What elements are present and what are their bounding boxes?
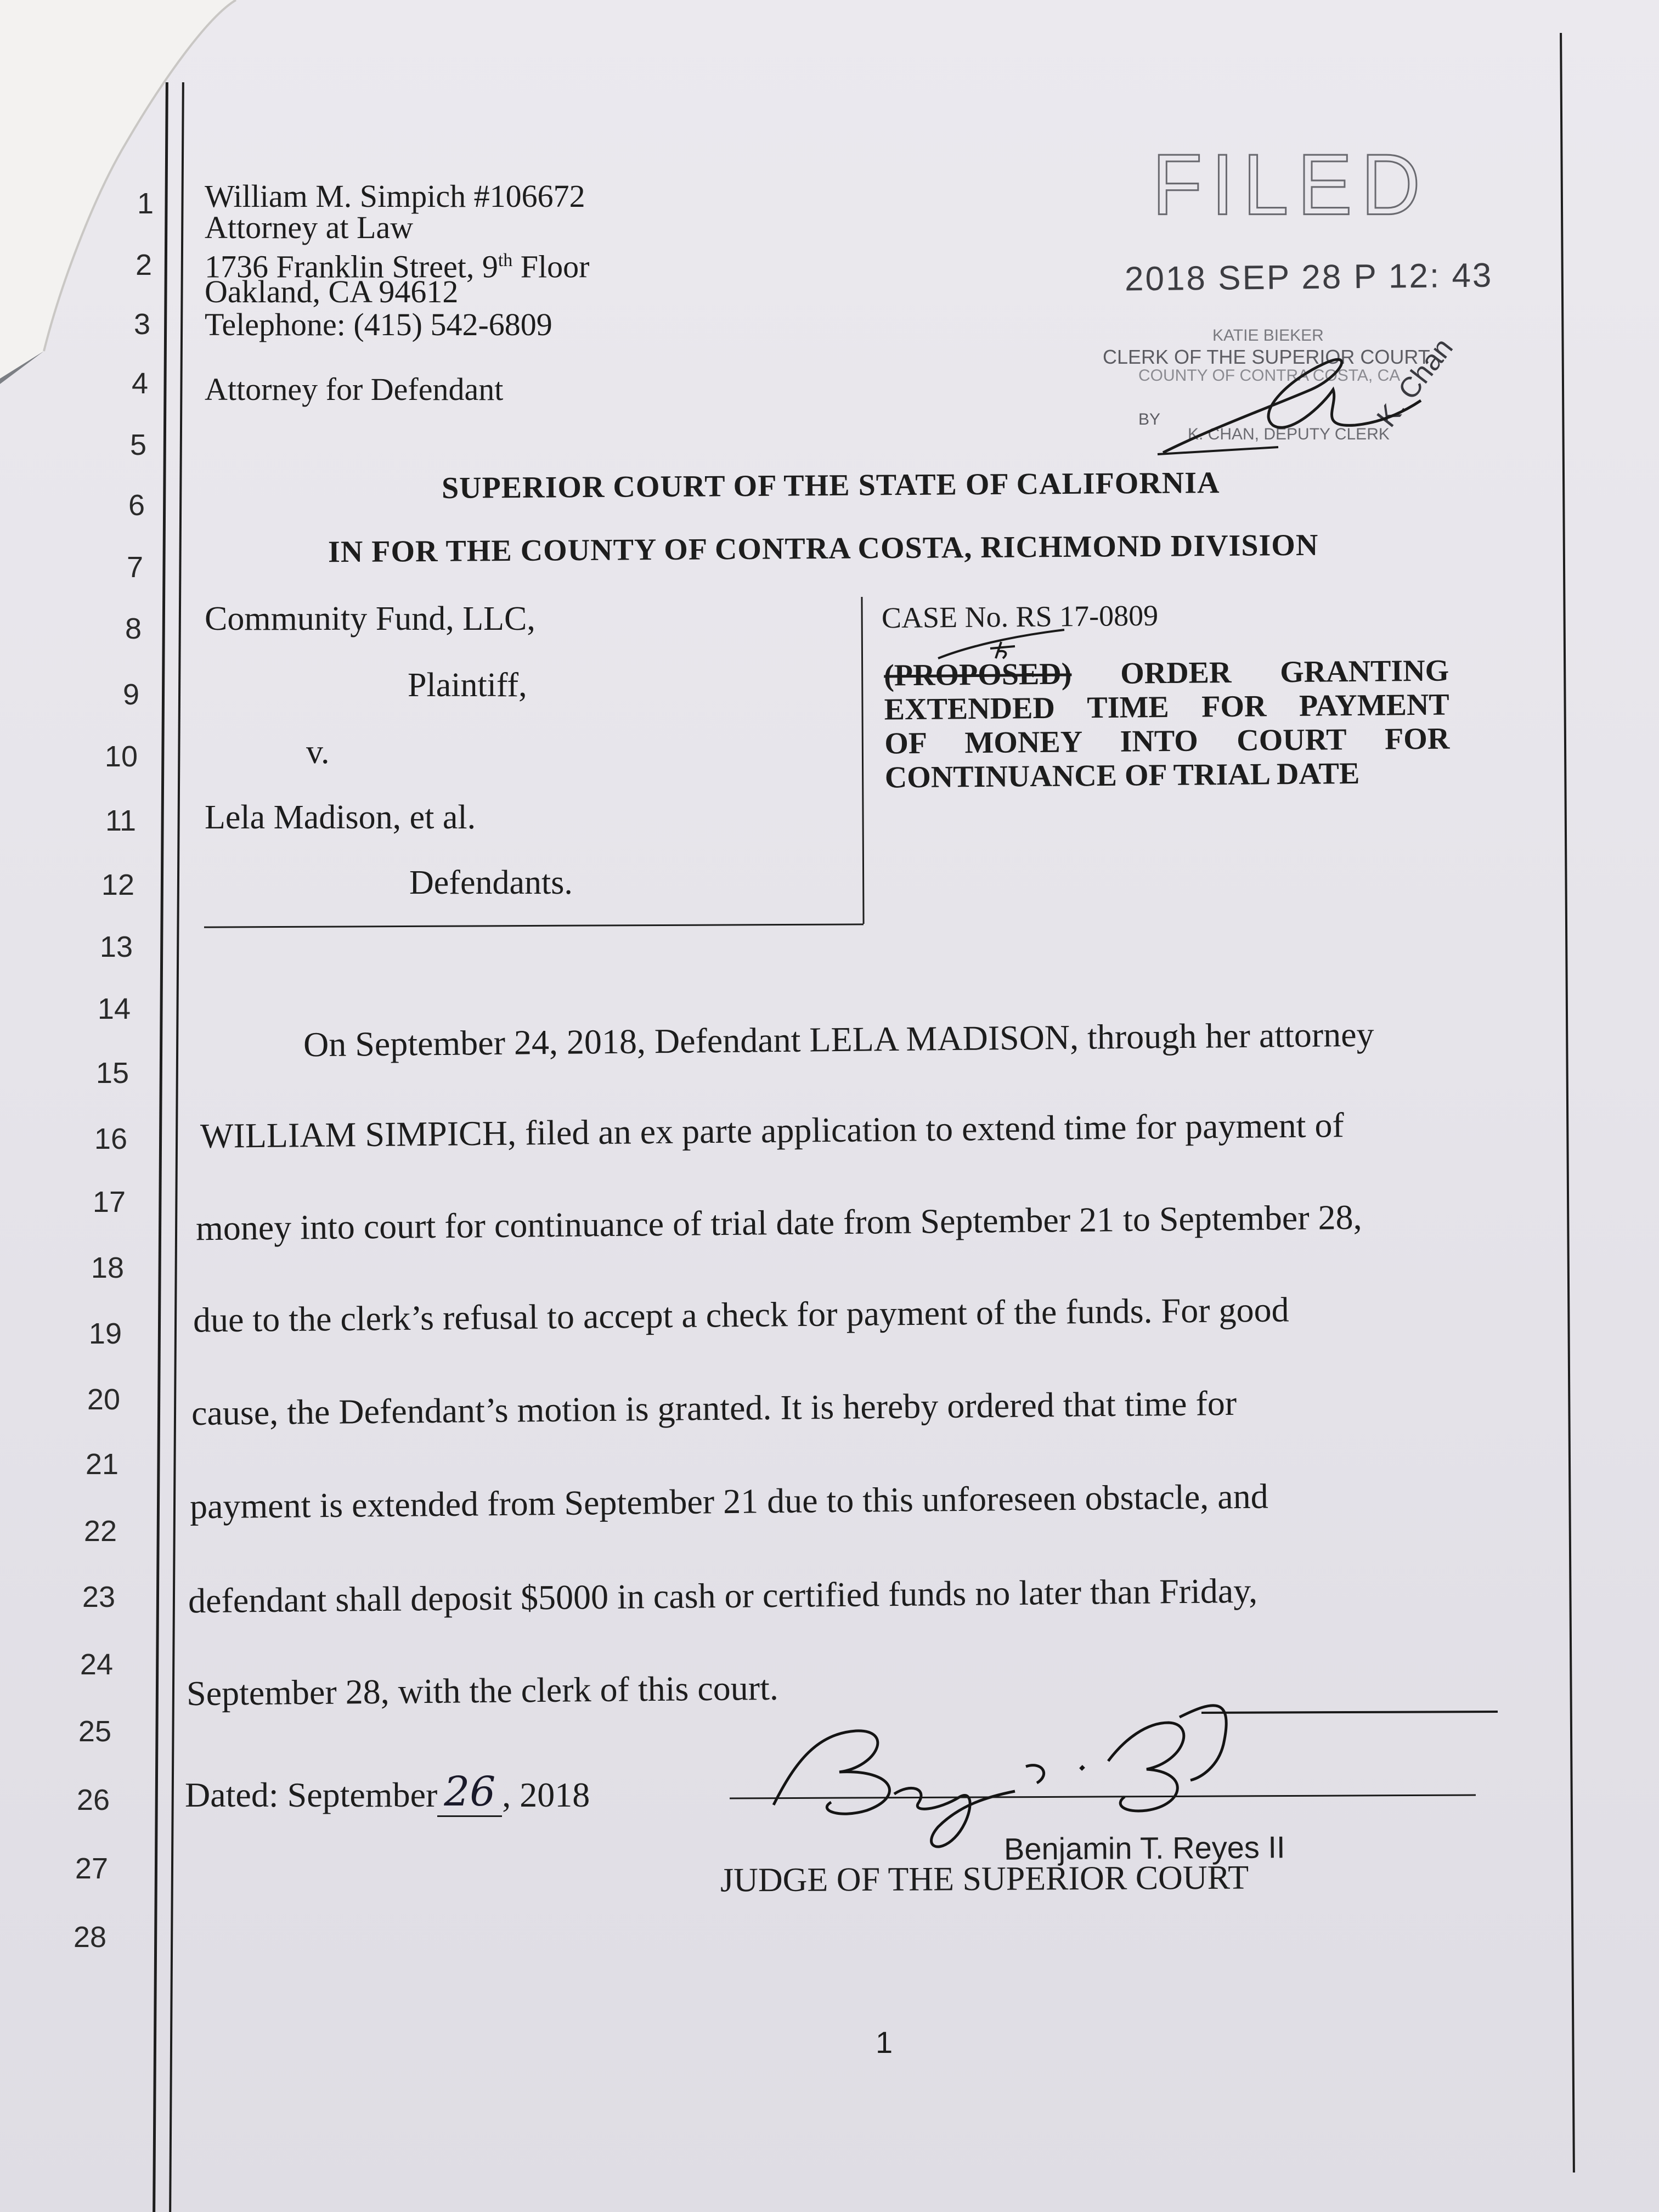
body-line-8: September 28, with the clerk of this court. (186, 1668, 779, 1713)
dated-line (185, 1769, 590, 1818)
line-number: 8 (125, 612, 142, 645)
body-line-1: On September 24, 2018, Defendant LELA MADISON, through her attorney (303, 1014, 1374, 1064)
order-title (884, 654, 1450, 795)
line-number: 1 (137, 187, 154, 220)
body-line-2: WILLIAM SIMPICH, filed an ex parte application to extend time for payment of (200, 1105, 1345, 1156)
line-number: 7 (126, 551, 143, 584)
street-sup: th (498, 250, 513, 270)
line-number: 10 (104, 740, 138, 773)
body-line-7: defendant shall deposit $5000 in cash or certified funds no later than Friday, (188, 1571, 1258, 1621)
order-title-2: EXTENDED TIME FOR PAYMENT (884, 687, 1449, 727)
line-number: 5 (129, 428, 146, 461)
plaintiff-role: Plaintiff, (408, 667, 527, 704)
attorney-title: Attorney at Law (205, 210, 414, 245)
case-number: CASE No. RS 17-0809 (881, 599, 1159, 635)
deputy-clerk-line: K. CHAN, DEPUTY CLERK (1188, 425, 1390, 443)
clerk-county-line: COUNTY OF CONTRA COSTA, CA (1138, 366, 1401, 385)
defendant-role: Defendants. (409, 864, 573, 901)
caption-bottom-rule (204, 923, 864, 928)
order-title-3: OF MONEY INTO COURT FOR (884, 721, 1450, 761)
body-line-4: due to the clerk’s refusal to accept a check for payment of the funds. For good (193, 1290, 1289, 1340)
dated-year: , 2018 (502, 1775, 590, 1814)
judge-printed-name: Benjamin T. Reyes II (1003, 1830, 1285, 1866)
court-county: IN FOR THE COUNTY OF CONTRA COSTA, RICHMOND DIVISION (328, 528, 1319, 569)
line-number: 16 (94, 1122, 127, 1155)
deputy-initials: K. Chan (1370, 332, 1459, 433)
left-margin-rule-outer (153, 82, 168, 2212)
deputy-signature (1147, 329, 1443, 461)
body-line-5: cause, the Defendant’s motion is granted. It is hereby ordered that time for (191, 1383, 1237, 1433)
line-number: 15 (95, 1057, 129, 1090)
line-number: 28 (73, 1921, 106, 1954)
caption-vertical-rule (861, 597, 864, 924)
plaintiff-name: Community Fund, LLC, (205, 600, 535, 637)
line-number: 6 (128, 489, 145, 522)
line-number: 11 (105, 804, 136, 837)
line-number: 12 (101, 868, 134, 901)
line-number: 17 (92, 1186, 126, 1218)
line-number: 2 (135, 249, 152, 281)
dated-day (437, 1768, 502, 1817)
line-number: 9 (122, 678, 139, 711)
page-number: 1 (876, 2025, 893, 2059)
line-number: 18 (91, 1251, 124, 1284)
line-number: 21 (85, 1448, 119, 1481)
attorney-role: Attorney for Defendant (205, 371, 504, 407)
clerk-court-line: CLERK OF THE SUPERIOR COURT (1103, 346, 1430, 368)
dated-label: Dated: September (185, 1775, 438, 1814)
order-title-1: ORDER GRANTING (1120, 653, 1449, 691)
left-margin-rule-inner (169, 82, 184, 2212)
line-number: 23 (82, 1581, 115, 1613)
line-number: 22 (83, 1515, 117, 1548)
attorney-phone: Telephone: (415) 542-6809 (205, 307, 552, 342)
line-number: 13 (99, 930, 133, 963)
order-title-4: CONTINUANCE OF TRIAL DATE (884, 756, 1360, 795)
attorney-city: Oakland, CA 94612 (205, 274, 459, 309)
line-number: 14 (97, 992, 131, 1025)
line-number: 27 (75, 1852, 108, 1885)
line-number: 19 (88, 1317, 122, 1350)
line-number: 24 (80, 1648, 113, 1681)
proposed-struck: (PROPOSED) (883, 657, 1072, 693)
stamp-by: BY (1138, 410, 1161, 428)
dated-day-handwritten: 26 (444, 1768, 496, 1815)
judge-title: JUDGE OF THE SUPERIOR COURT (720, 1859, 1249, 1899)
street-floor: Floor (512, 249, 590, 285)
line-number: 20 (87, 1383, 120, 1416)
filed-datetime: 2018 SEP 28 P 12: 43 (1124, 256, 1493, 298)
line-number: 25 (78, 1715, 111, 1748)
line-number: 3 (133, 308, 150, 341)
versus: v. (306, 733, 330, 771)
line-number: 26 (76, 1784, 110, 1816)
body-line-3: money into court for continuance of trial date from September 21 to September 28, (195, 1197, 1362, 1248)
street-text: 1736 Franklin Street, 9 (205, 249, 498, 285)
clerk-name: KATIE BIEKER (1212, 326, 1324, 345)
attorney-name: William M. Simpich #106672 (205, 178, 585, 214)
body-line-6: payment is extended from September 21 due to this unforeseen obstacle, and (189, 1476, 1268, 1526)
line-number: 4 (131, 367, 148, 400)
order-title-line-1 (884, 654, 1449, 693)
defendant-name: Lela Madison, et al. (205, 799, 476, 836)
filed-stamp: FILED (1152, 136, 1430, 233)
right-margin-rule (1560, 33, 1575, 2172)
court-title: SUPERIOR COURT OF THE STATE OF CALIFORNIA (441, 466, 1220, 505)
